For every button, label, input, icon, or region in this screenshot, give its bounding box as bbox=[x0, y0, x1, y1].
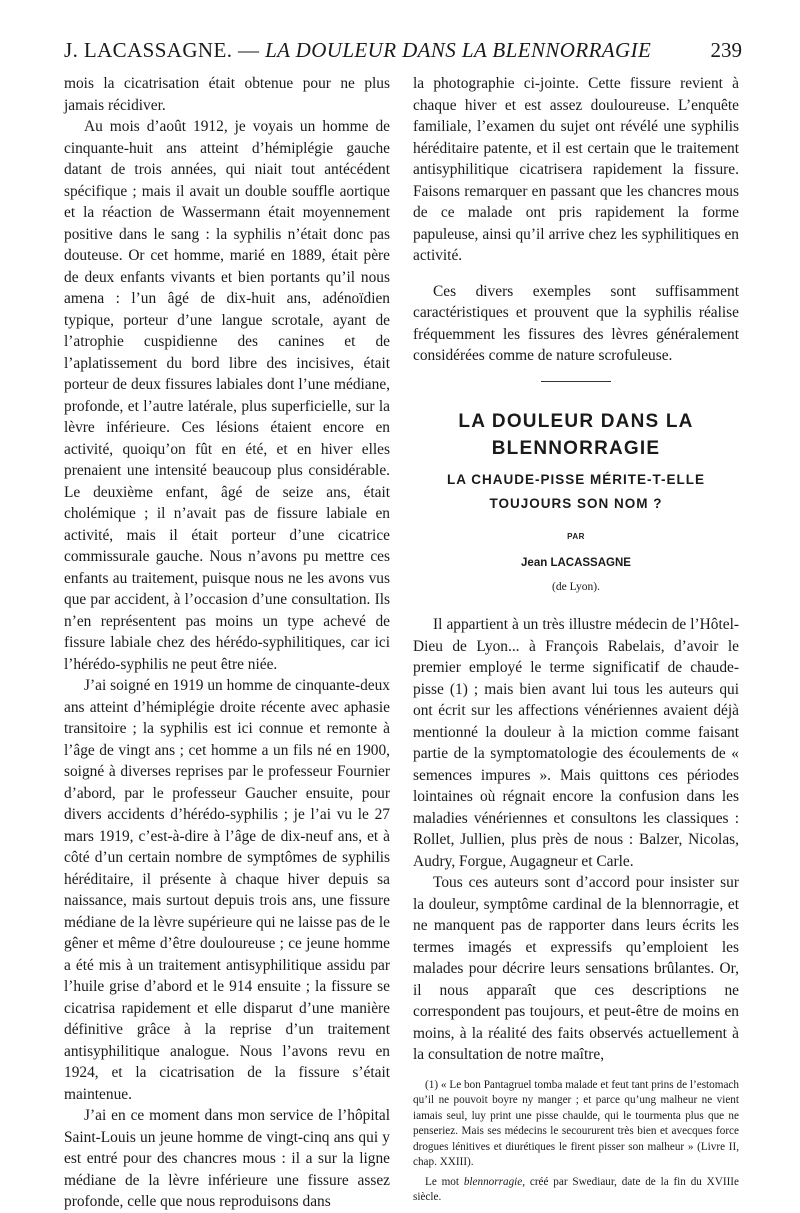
running-header bbox=[64, 38, 742, 66]
header-title: LA DOULEUR DANS LA BLENNORRAGIE bbox=[265, 38, 652, 62]
footnote-1: (1) « Le bon Pantagruel tomba malade et feut tant prins de l’estomach qu’il ne pouvoit boyre ny manger ; et parce qu’ung malheur ne vient iamais seul, luy print une pisse chaulde, qui le tourmenta plus que ne penseriez. Mais ses médecins le secoururent très bien et avecques force drogues lénitives et diurétiques le firent pisser son malheur » (Livre II, chap. XXIII). bbox=[413, 1078, 739, 1168]
footnote-2-prefix: Le mot bbox=[425, 1175, 464, 1188]
left-paragraph-3: J’ai soigné en 1919 un homme de cinquante-deux ans atteint d’hémiplégie droite récente avec aphasie transitoire ; la syphilis est ici connue et remonte à l’âge de vingt ans ; cet homme a un fils né en 1900, soigné à diverses reprises par le professeur Fournier d’abord, par le professeur Gaucher ensuite, pour divers accidents d’hérédo-syphilis ; je l’ai vu le 27 mars 1919, c’est-à-dire à l’âge de dix-neuf ans, et à côté d’un certain nombre de symptômes de syphilis héréditaire, il présente à chaque hiver depuis sa naissance, mais surtout depuis trois ans, une fissure médiane de la lèvre supérieure qui ne laisse pas de le gêner et même d’être douloureuse ; ce jeune homme a été mis à un traitement antisyphilitique assidu par l’huile grise d’abord et le 914 ensuite ; la fissure se cicatrisa rapidement et elle disparut d’une manière définitive grâce à la reprise d’un traitement antisyphilitique analogue. Nous l’avons revu en 1924, et la cicatrisation de la fissure s’était maintenue. bbox=[64, 677, 390, 1103]
left-paragraph-1: mois la cicatrisation était obtenue pour ne plus jamais récidiver. bbox=[64, 75, 390, 114]
right-paragraph-4: Tous ces auteurs sont d’accord pour insister sur la douleur, symptôme cardinal de la blennorragie, et ne manquent pas de rapporter dans leurs écrits les termes imagés et expressifs qu’emploient les malades pour décrire leurs sensations brûlantes. Or, il nous apparaît que ces descriptions ne correspondent pas toujours, et peut-être de moins en moins, à la réalité des faits observés actuellement à la consultation de notre maître, bbox=[413, 874, 739, 1063]
footnotes bbox=[413, 1078, 739, 1206]
right-paragraph-1: la photographie ci-jointe. Cette fissure revient à chaque hiver et est assez douloureuse. L’enquête familiale, l’examen du sujet ont révélé une syphilis héréditaire patente, et il est certain que le traitement antisyphilitique cicatrisera rapidement la fissure. Faisons remarquer en passant que les chancres mous de ce malade ont pris rapidement la forme papuleuse, ainsi qu’il arrive chez les syphilitiques en activité. bbox=[413, 75, 739, 264]
article-title bbox=[413, 408, 739, 462]
byline-par: PAR bbox=[567, 531, 585, 541]
right-column bbox=[413, 73, 739, 1206]
left-column bbox=[64, 73, 390, 1213]
right-paragraph-2: Ces divers exemples sont suffisamment caractéristiques et prouvent que la syphilis réalise fréquemment les fissures des lèvres généralement considérées comme de nature scrofuleuse. bbox=[413, 282, 739, 364]
byline-author: Jean LACASSAGNE bbox=[521, 557, 631, 569]
article-title-line-2: BLENNORRAGIE bbox=[491, 437, 661, 459]
left-paragraph-2: Au mois d’août 1912, je voyais un homme de cinquante-huit ans atteint d’hémiplégie gauche datant de trois années, qui niait tout antécédent spécifique ; mais il avait un double souffle aortique et la réaction de Wassermann était moyennement positive dans le sang : la syphilis n’était donc pas douteuse. Or cet homme, marié en 1889, était père de deux enfants vivants et bien portants qu’il nous amena : l’un âgé de dix-huit ans, adénoïdien typique, porteur d’une langue scrotale, ayant de l’atrophie cuspidienne des canines et de l’aplatissement du bord libre des incisives, était porteur de deux fissures labiales dont l’une médiane, profonde, et l’autre latérale, plus superficielle, sur la lèvre inférieure. Ces lésions étaient encore en activité, quoiqu’on fût en été, et en hiver elles prenaient une intensité beaucoup plus considérable. Le deuxième enfant, âgé de seize ans, était cholémique ; il n’avait pas de fissure labiale en activité, mais il était porteur d’une cicatrice commissurale gauche. Nous n’avons pu mettre ces enfants au traitement, puisque nous ne les avons vus que par accident, à l’occasion d’une consultation. Ils n’en représentent pas moins un type achevé de fissure labiale chez des hérédo-syphilitiques, car ici l’hérédo-syphilis ne peut être niée. bbox=[64, 118, 390, 673]
byline-location: (de Lyon). bbox=[552, 580, 600, 593]
right-paragraph-3: Il appartient à un très illustre médecin de l’Hôtel-Dieu de Lyon... à François Rabelais, d’avoir le premier employé le terme significatif de chaude-pisse (1) ; mais bien avant lui tous les auteurs qui ont écrit sur les affections vénériennes avaient déjà mentionné la douleur à la miction comme faisant partie de la symptomatologie des écoulements de « semences impures ». Mais quittons ces périodes lointaines où régnait encore la confusion dans les maladies vénériennes et consultons les classiques : Rollet, Jullien, plus près de nous : Balzer, Nicolas, Audry, Forgue, Augagneur et Carle. bbox=[413, 616, 739, 870]
page-number: 239 bbox=[710, 38, 742, 62]
running-title bbox=[64, 38, 651, 63]
article-subtitle bbox=[413, 468, 739, 516]
footnote-2 bbox=[413, 1175, 739, 1206]
footnote-2-word: blennorragie bbox=[463, 1175, 523, 1188]
article-subtitle-line-2: TOUJOURS SON NOM ? bbox=[489, 495, 663, 511]
header-author: J. LACASSAGNE. — bbox=[64, 38, 260, 62]
left-paragraph-4: J’ai en ce moment dans mon service de l’hôpital Saint-Louis un jeune homme de vingt-cinq ans qui y est entré pour des chancres mous : il a sur la ligne médiane de la lèvre inférieure une fissure assez profonde, celle que nous reproduisons dans bbox=[64, 1107, 390, 1210]
section-divider bbox=[541, 381, 611, 382]
article-subtitle-line-1: LA CHAUDE-PISSE MÉRITE-T-ELLE bbox=[446, 471, 705, 487]
article-title-line-1: LA DOULEUR DANS LA bbox=[458, 410, 694, 432]
footnote-2-suffix: , créé par Swediaur, date de la fin du XVIIIe siècle. bbox=[413, 1175, 739, 1203]
